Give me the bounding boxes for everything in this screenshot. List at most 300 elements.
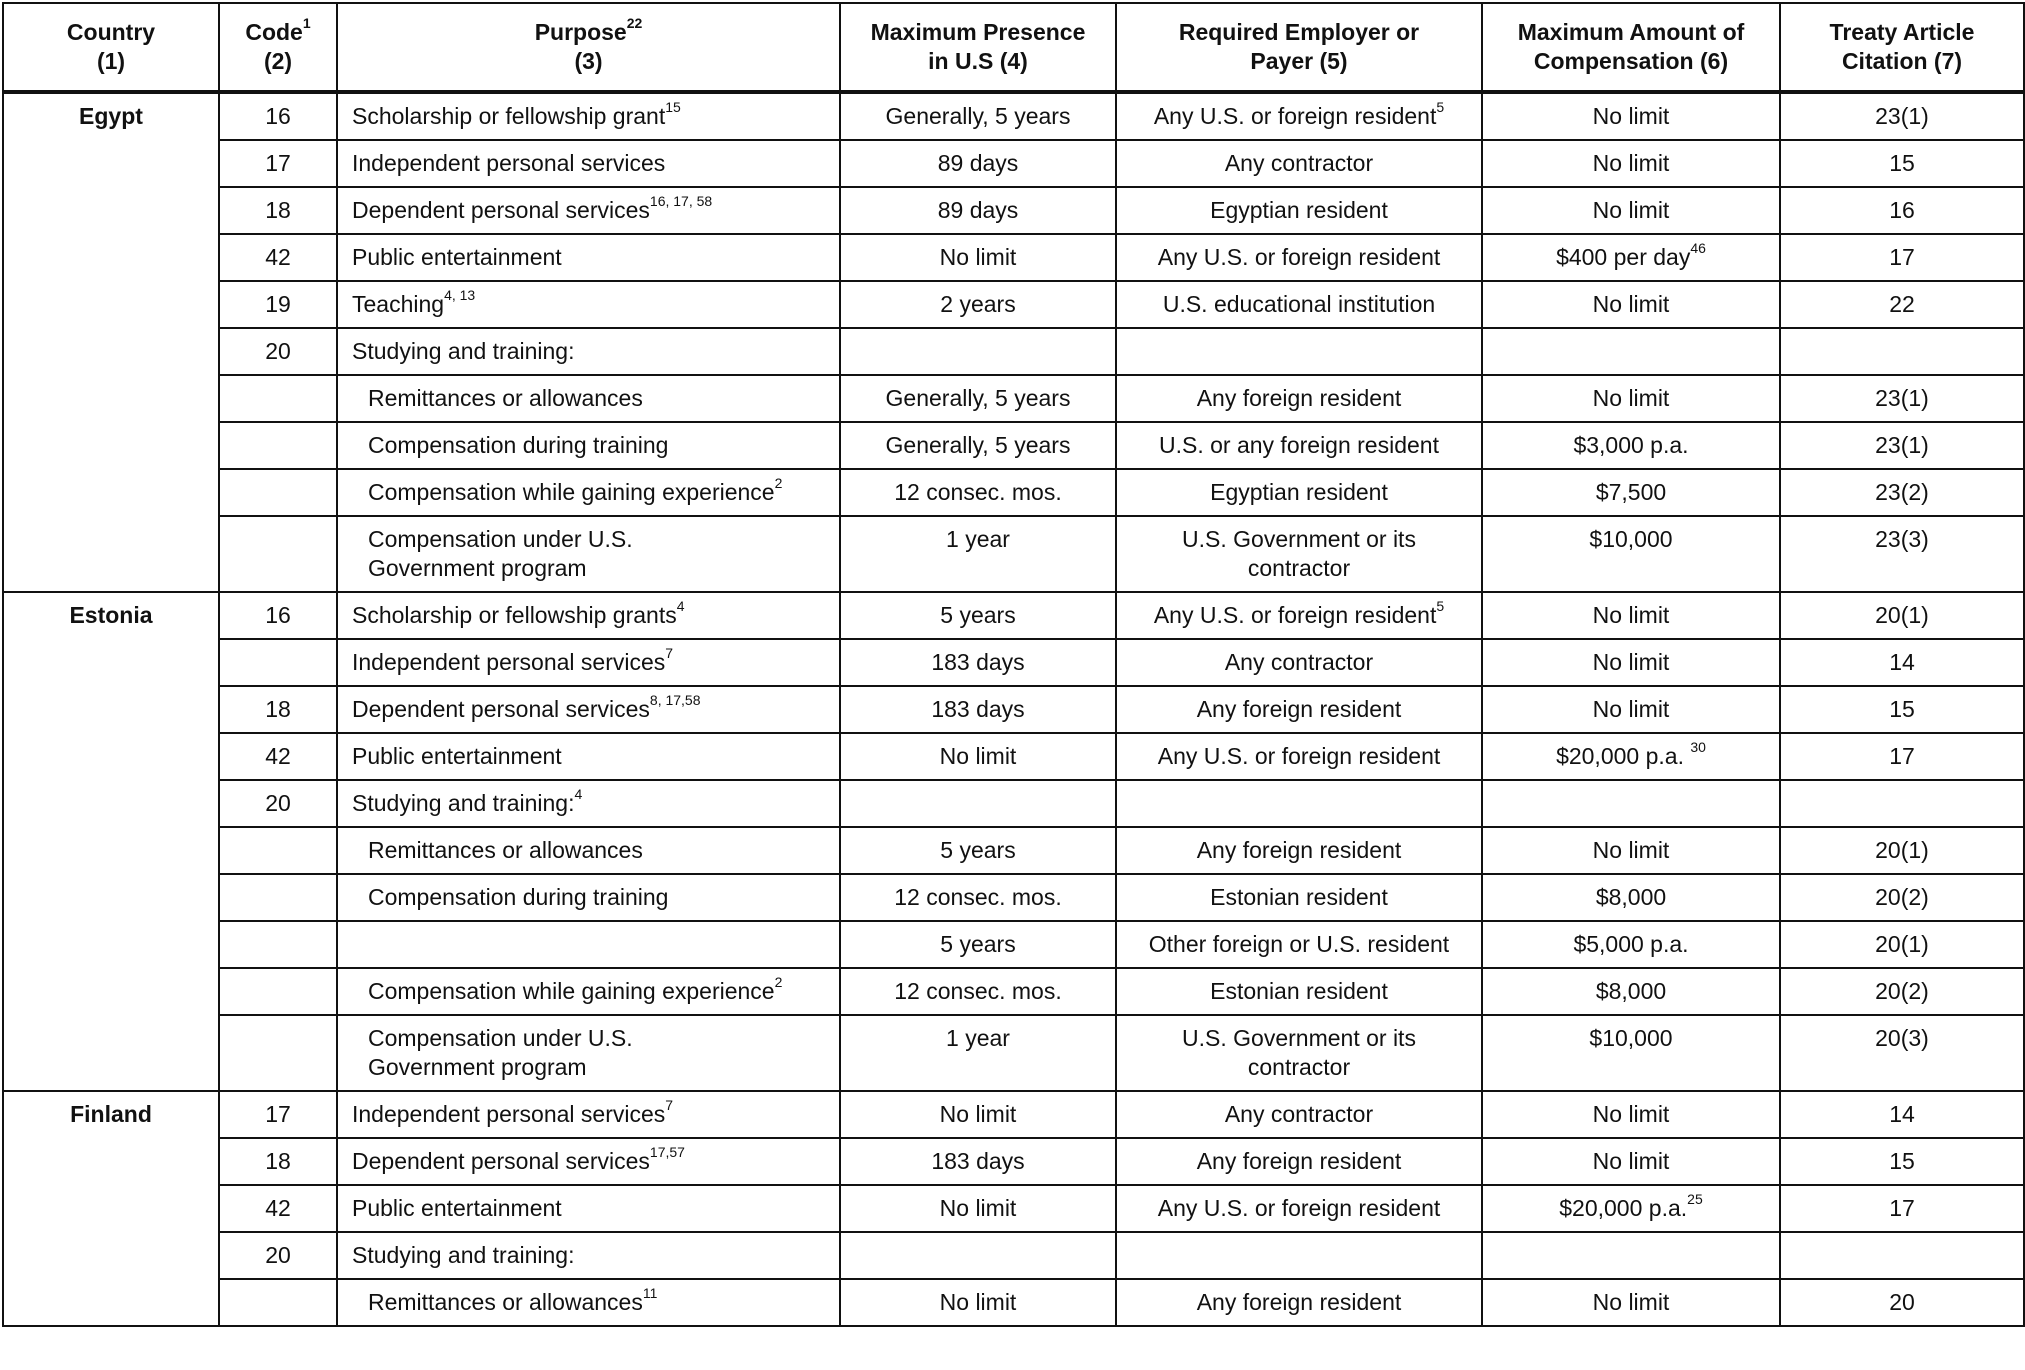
code-value: 16 <box>265 602 291 628</box>
purpose-cell <box>337 1279 840 1326</box>
article-cell <box>1780 1279 2024 1326</box>
article-cell <box>1780 281 2024 328</box>
presence-cell <box>840 1091 1116 1138</box>
presence-value: Generally, 5 years <box>885 432 1071 458</box>
purpose-cell <box>337 780 840 827</box>
purpose-cell <box>337 639 840 686</box>
table-row <box>3 469 2024 516</box>
country-name: Estonia <box>69 602 153 628</box>
purpose-text-line2: Government program <box>368 555 587 581</box>
purpose-text: Independent personal services <box>352 1101 666 1127</box>
amount-footnote: 30 <box>1690 739 1706 756</box>
presence-cell <box>840 234 1116 281</box>
country-name: Finland <box>70 1101 152 1127</box>
amount-value: $5,000 p.a. <box>1573 931 1689 957</box>
amount-value: No limit <box>1592 1101 1670 1127</box>
article-cell <box>1780 968 2024 1015</box>
employer-value: Any U.S. or foreign resident <box>1157 743 1441 769</box>
employer-cell <box>1116 968 1482 1015</box>
purpose-text: Compensation during training <box>368 884 669 910</box>
employer-cell <box>1116 469 1482 516</box>
employer-cell <box>1116 592 1482 639</box>
amount-footnote: 25 <box>1687 1191 1703 1208</box>
amount-cell <box>1482 968 1780 1015</box>
purpose-text: Compensation while gaining experience <box>368 479 775 505</box>
purpose-text: Public entertainment <box>352 244 562 270</box>
purpose-cell <box>337 921 840 968</box>
employer-value: Any U.S. or foreign resident <box>1157 244 1441 270</box>
code-cell <box>219 733 337 780</box>
employer-cell <box>1116 1232 1482 1279</box>
purpose-cell <box>337 1015 840 1091</box>
purpose-text: Dependent personal services <box>352 197 650 223</box>
presence-value: 1 year <box>946 1025 1010 1051</box>
amount-value: No limit <box>1592 602 1670 628</box>
employer-cell <box>1116 639 1482 686</box>
article-cell <box>1780 1138 2024 1185</box>
purpose-cell <box>337 375 840 422</box>
article-value: 17 <box>1889 743 1915 769</box>
purpose-text: Compensation under U.S. <box>368 526 633 552</box>
header-line2: in U.S (4) <box>928 48 1028 74</box>
purpose-cell <box>337 516 840 592</box>
purpose-cell <box>337 234 840 281</box>
table-row <box>3 516 2024 592</box>
employer-value: U.S. educational institution <box>1162 291 1436 317</box>
amount-value: No limit <box>1592 649 1670 675</box>
article-value: 23(1) <box>1875 432 1929 458</box>
purpose-text: Remittances or allowances <box>368 837 643 863</box>
purpose-cell <box>337 1138 840 1185</box>
code-cell <box>219 1279 337 1326</box>
amount-cell <box>1482 516 1780 592</box>
purpose-text: Public entertainment <box>352 1195 562 1221</box>
table-row <box>3 827 2024 874</box>
purpose-cell <box>337 874 840 921</box>
header-line2: Payer (5) <box>1250 48 1348 74</box>
amount-cell <box>1482 469 1780 516</box>
purpose-text: Public entertainment <box>352 743 562 769</box>
purpose-text: Studying and training: <box>352 790 575 816</box>
purpose-cell <box>337 422 840 469</box>
purpose-footnote: 11 <box>642 1285 658 1302</box>
employer-cell <box>1116 874 1482 921</box>
code-cell <box>219 92 337 140</box>
table-row <box>3 592 2024 639</box>
article-value: 20(1) <box>1875 602 1929 628</box>
purpose-footnote: 4, 13 <box>444 287 476 304</box>
purpose-cell <box>337 827 840 874</box>
purpose-text: Compensation while gaining experience <box>368 978 775 1004</box>
presence-value: No limit <box>939 244 1017 270</box>
presence-value: 5 years <box>940 602 1016 628</box>
header-footnote: 22 <box>626 15 643 32</box>
purpose-footnote: 17,57 <box>649 1144 685 1161</box>
code-cell <box>219 328 337 375</box>
table-row <box>3 375 2024 422</box>
amount-value: $7,500 <box>1595 479 1667 505</box>
amount-cell <box>1482 92 1780 140</box>
table-row <box>3 921 2024 968</box>
table-row <box>3 968 2024 1015</box>
employer-cell <box>1116 328 1482 375</box>
amount-value: $8,000 <box>1595 884 1667 910</box>
presence-cell <box>840 92 1116 140</box>
presence-cell <box>840 281 1116 328</box>
employer-cell <box>1116 516 1482 592</box>
amount-value: $8,000 <box>1595 978 1667 1004</box>
amount-cell <box>1482 140 1780 187</box>
presence-cell <box>840 140 1116 187</box>
table-row <box>3 780 2024 827</box>
amount-value: $10,000 <box>1589 1025 1673 1051</box>
table-row <box>3 1279 2024 1326</box>
treaty-table <box>2 2 2025 1327</box>
table-row <box>3 1091 2024 1138</box>
purpose-footnote: 15 <box>665 99 681 116</box>
purpose-cell <box>337 92 840 140</box>
presence-cell <box>840 780 1116 827</box>
employer-cell <box>1116 281 1482 328</box>
employer-cell <box>1116 140 1482 187</box>
code-cell <box>219 921 337 968</box>
employer-cell <box>1116 1091 1482 1138</box>
code-cell <box>219 1091 337 1138</box>
header-footnote: 1 <box>302 15 311 32</box>
presence-value: 12 consec. mos. <box>894 978 1062 1004</box>
article-cell <box>1780 686 2024 733</box>
code-value: 20 <box>265 1242 291 1268</box>
header-line2: (1) <box>96 48 126 74</box>
column-header-maximum-presence <box>840 3 1116 92</box>
amount-value: No limit <box>1592 1289 1670 1315</box>
amount-cell <box>1482 874 1780 921</box>
amount-cell <box>1482 639 1780 686</box>
purpose-cell <box>337 968 840 1015</box>
header-line2: Citation (7) <box>1841 48 1963 74</box>
employer-cell <box>1116 1185 1482 1232</box>
presence-value: No limit <box>939 1101 1017 1127</box>
code-value: 20 <box>265 338 291 364</box>
employer-cell <box>1116 780 1482 827</box>
amount-value: No limit <box>1592 103 1670 129</box>
employer-value: Any contractor <box>1224 1101 1374 1127</box>
presence-cell <box>840 827 1116 874</box>
employer-cell <box>1116 92 1482 140</box>
code-value: 18 <box>265 197 291 223</box>
article-value: 16 <box>1889 197 1915 223</box>
column-header-maximum-amount <box>1482 3 1780 92</box>
amount-cell <box>1482 1138 1780 1185</box>
presence-cell <box>840 516 1116 592</box>
purpose-cell <box>337 1091 840 1138</box>
table-row <box>3 639 2024 686</box>
purpose-text: Remittances or allowances <box>368 1289 643 1315</box>
employer-cell <box>1116 422 1482 469</box>
employer-value: Other foreign or U.S. resident <box>1148 931 1450 957</box>
article-value: 23(1) <box>1875 385 1929 411</box>
employer-value: Any foreign resident <box>1196 696 1402 722</box>
article-cell <box>1780 140 2024 187</box>
employer-value: Any foreign resident <box>1196 1148 1402 1174</box>
purpose-footnote: 7 <box>665 1097 674 1114</box>
amount-value: No limit <box>1592 385 1670 411</box>
code-value: 17 <box>265 1101 291 1127</box>
presence-value: 89 days <box>937 150 1019 176</box>
presence-value: 12 consec. mos. <box>894 479 1062 505</box>
purpose-cell <box>337 1185 840 1232</box>
presence-cell <box>840 1232 1116 1279</box>
presence-cell <box>840 1015 1116 1091</box>
amount-value: $20,000 p.a. <box>1559 1195 1688 1221</box>
purpose-text: Dependent personal services <box>352 696 650 722</box>
table-row <box>3 1015 2024 1091</box>
table-row <box>3 187 2024 234</box>
amount-value: No limit <box>1592 837 1670 863</box>
presence-cell <box>840 639 1116 686</box>
employer-cell <box>1116 1279 1482 1326</box>
article-value: 20(1) <box>1875 931 1929 957</box>
article-cell <box>1780 592 2024 639</box>
purpose-footnote: 4 <box>574 786 583 803</box>
article-value: 23(2) <box>1875 479 1929 505</box>
amount-cell <box>1482 1279 1780 1326</box>
employer-value-line2: contractor <box>1247 555 1351 581</box>
article-value: 15 <box>1889 150 1915 176</box>
employer-value: U.S. Government or its <box>1182 526 1416 552</box>
amount-cell <box>1482 328 1780 375</box>
purpose-footnote: 2 <box>774 475 783 492</box>
presence-cell <box>840 1279 1116 1326</box>
presence-value: 5 years <box>940 837 1016 863</box>
code-cell <box>219 686 337 733</box>
article-cell <box>1780 1232 2024 1279</box>
amount-cell <box>1482 733 1780 780</box>
article-value: 15 <box>1889 1148 1915 1174</box>
code-cell <box>219 422 337 469</box>
code-cell <box>219 592 337 639</box>
article-cell <box>1780 1015 2024 1091</box>
article-cell <box>1780 780 2024 827</box>
employer-cell <box>1116 234 1482 281</box>
header-line1: Maximum Presence <box>870 19 1086 45</box>
header-row <box>3 3 2024 92</box>
header-line2: (2) <box>263 48 293 74</box>
code-value: 17 <box>265 150 291 176</box>
code-cell <box>219 874 337 921</box>
code-value: 42 <box>265 1195 291 1221</box>
code-cell <box>219 140 337 187</box>
table-row <box>3 1185 2024 1232</box>
presence-value: Generally, 5 years <box>885 385 1071 411</box>
presence-value: 89 days <box>937 197 1019 223</box>
employer-value: Any U.S. or foreign resident <box>1157 1195 1441 1221</box>
employer-cell <box>1116 686 1482 733</box>
purpose-cell <box>337 187 840 234</box>
amount-cell <box>1482 375 1780 422</box>
purpose-cell <box>337 281 840 328</box>
column-header-treaty-article <box>1780 3 2024 92</box>
employer-value: Any foreign resident <box>1196 837 1402 863</box>
table-row <box>3 874 2024 921</box>
purpose-footnote: 4 <box>676 598 685 615</box>
purpose-text: Scholarship or fellowship grants <box>352 602 677 628</box>
article-cell <box>1780 516 2024 592</box>
presence-value: 12 consec. mos. <box>894 884 1062 910</box>
employer-value: Any U.S. or foreign resident <box>1153 103 1437 129</box>
code-cell <box>219 639 337 686</box>
amount-cell <box>1482 234 1780 281</box>
code-cell <box>219 516 337 592</box>
employer-value: U.S. Government or its <box>1182 1025 1416 1051</box>
purpose-text: Scholarship or fellowship grant <box>352 103 666 129</box>
article-value: 23(3) <box>1875 526 1929 552</box>
amount-value: $3,000 p.a. <box>1573 432 1689 458</box>
article-value: 20(1) <box>1875 837 1929 863</box>
code-cell <box>219 1138 337 1185</box>
article-value: 20(3) <box>1875 1025 1929 1051</box>
amount-value: $400 per day <box>1556 244 1691 270</box>
purpose-text: Independent personal services <box>352 649 666 675</box>
table-body <box>3 92 2024 1326</box>
code-value: 42 <box>265 244 291 270</box>
column-header-code <box>219 3 337 92</box>
article-cell <box>1780 874 2024 921</box>
purpose-cell <box>337 140 840 187</box>
table-row <box>3 1138 2024 1185</box>
presence-cell <box>840 686 1116 733</box>
purpose-text: Studying and training: <box>352 1242 575 1268</box>
amount-cell <box>1482 592 1780 639</box>
purpose-text: Studying and training: <box>352 338 575 364</box>
column-header-purpose <box>337 3 840 92</box>
code-cell <box>219 1015 337 1091</box>
purpose-cell <box>337 733 840 780</box>
employer-value: Any contractor <box>1224 150 1374 176</box>
amount-cell <box>1482 187 1780 234</box>
country-cell <box>3 92 219 592</box>
table-row <box>3 1232 2024 1279</box>
code-value: 18 <box>265 1148 291 1174</box>
purpose-text: Independent personal services <box>352 150 666 176</box>
article-cell <box>1780 92 2024 140</box>
purpose-cell <box>337 686 840 733</box>
header-line2: Compensation (6) <box>1533 48 1729 74</box>
table-row <box>3 686 2024 733</box>
presence-cell <box>840 328 1116 375</box>
column-header-required-employer <box>1116 3 1482 92</box>
employer-cell <box>1116 827 1482 874</box>
code-value: 19 <box>265 291 291 317</box>
amount-value: No limit <box>1592 150 1670 176</box>
purpose-cell <box>337 328 840 375</box>
amount-cell <box>1482 422 1780 469</box>
article-cell <box>1780 921 2024 968</box>
article-cell <box>1780 375 2024 422</box>
presence-value: No limit <box>939 1289 1017 1315</box>
country-cell <box>3 1091 219 1326</box>
presence-value: No limit <box>939 743 1017 769</box>
header-line1: Country <box>66 19 156 45</box>
presence-value: 2 years <box>940 291 1016 317</box>
presence-value: No limit <box>939 1195 1017 1221</box>
table-row <box>3 422 2024 469</box>
presence-value: Generally, 5 years <box>885 103 1071 129</box>
presence-cell <box>840 1185 1116 1232</box>
code-cell <box>219 281 337 328</box>
article-value: 20(2) <box>1875 978 1929 1004</box>
column-header-country <box>3 3 219 92</box>
table-row <box>3 281 2024 328</box>
employer-cell <box>1116 733 1482 780</box>
employer-value: Egyptian resident <box>1210 197 1388 223</box>
purpose-cell <box>337 592 840 639</box>
code-cell <box>219 968 337 1015</box>
article-cell <box>1780 234 2024 281</box>
presence-cell <box>840 187 1116 234</box>
employer-value: Estonian resident <box>1210 978 1388 1004</box>
employer-cell <box>1116 375 1482 422</box>
header-line1: Maximum Amount of <box>1517 19 1745 45</box>
employer-value: Any U.S. or foreign resident <box>1153 602 1437 628</box>
article-cell <box>1780 1185 2024 1232</box>
article-cell <box>1780 827 2024 874</box>
article-cell <box>1780 187 2024 234</box>
purpose-cell <box>337 1232 840 1279</box>
amount-value: No limit <box>1592 696 1670 722</box>
article-value: 22 <box>1889 291 1915 317</box>
article-cell <box>1780 469 2024 516</box>
amount-cell <box>1482 827 1780 874</box>
amount-cell <box>1482 686 1780 733</box>
employer-value-line2: contractor <box>1247 1054 1351 1080</box>
presence-value: 5 years <box>940 931 1016 957</box>
code-cell <box>219 469 337 516</box>
purpose-text: Compensation during training <box>368 432 669 458</box>
code-value: 20 <box>265 790 291 816</box>
table-row <box>3 234 2024 281</box>
article-value: 15 <box>1889 696 1915 722</box>
table-row <box>3 140 2024 187</box>
code-cell <box>219 187 337 234</box>
article-value: 20 <box>1889 1289 1915 1315</box>
amount-cell <box>1482 1185 1780 1232</box>
employer-cell <box>1116 187 1482 234</box>
table-row <box>3 328 2024 375</box>
code-cell <box>219 780 337 827</box>
employer-footnote: 5 <box>1436 598 1445 615</box>
presence-value: 1 year <box>946 526 1010 552</box>
presence-cell <box>840 874 1116 921</box>
article-value: 17 <box>1889 244 1915 270</box>
employer-footnote: 5 <box>1436 99 1445 116</box>
header-line1: Purpose <box>534 19 627 45</box>
purpose-text: Compensation under U.S. <box>368 1025 633 1051</box>
presence-value: 183 days <box>931 696 1025 722</box>
header-line1: Treaty Article <box>1829 19 1975 45</box>
purpose-text-line2: Government program <box>368 1054 587 1080</box>
header-line1: Code <box>245 19 303 45</box>
table-header <box>3 3 2024 92</box>
article-value: 14 <box>1889 1101 1915 1127</box>
code-cell <box>219 1185 337 1232</box>
article-cell <box>1780 422 2024 469</box>
employer-value: U.S. or any foreign resident <box>1159 432 1439 458</box>
amount-footnote: 46 <box>1690 240 1706 257</box>
amount-cell <box>1482 281 1780 328</box>
amount-value: No limit <box>1592 1148 1670 1174</box>
code-cell <box>219 234 337 281</box>
